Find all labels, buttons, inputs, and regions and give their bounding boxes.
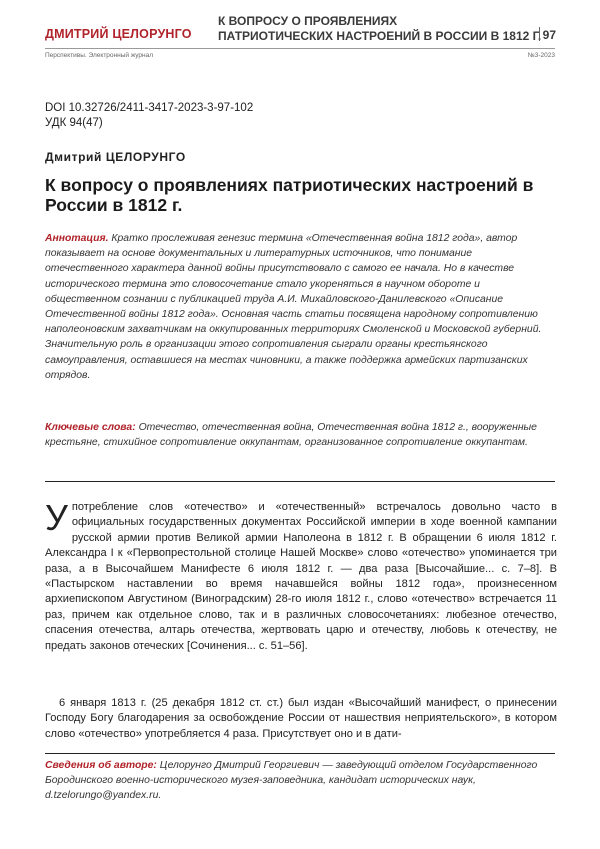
body-paragraph-2: 6 января 1813 г. (25 декабря 1812 ст. ст.) был издан «Высочайший манифест, о принесении Господу Богу благодарения за освобождение России от нашествия неприятельского», в котором слово «отечество» употребляется 4 раза. Присутствует оно и в дати-: [45, 696, 557, 742]
doi: DOI 10.32726/2411-3417-2023-3-97-102: [45, 101, 253, 116]
running-title-line1: К ВОПРОСУ О ПРОЯВЛЕНИЯХ: [218, 14, 555, 29]
section-divider: [45, 481, 555, 482]
article-title: К вопросу о проявлениях патриотических настроений в России в 1812 г.: [45, 175, 555, 215]
running-title: [218, 14, 555, 43]
page-number: 97: [543, 28, 556, 42]
abstract: [45, 231, 557, 383]
body-paragraph-1-text: потребление слов «отечество» и «отечественный» встречалось довольно часто в официальных государственных документах Российской империи в ходе военной кампании русской армии против Великой армии Наполеона в 1812 г. В обращении 6 июля 1812 г. Александра I к «Первопрестольной столице Нашей Москве» слово «отечество» упоминается три раза, а в Высочайшем Манифесте 6 июля 1812 г. — два раза [Высочайшие... с. 7–8]. В «Пастырском наставлении во время начавшейся войны 1812 года», произнесенном архиепископом Августином (Виноградским) 28-го июля 1812 г., слово «отечество» встречается 11 раз, причем как отдельное слово, так и в различных словосочетаниях: любезное отечество, спасения отечества, алтарь отечества, жертвовать царю и отечеству, любовь к отечеству, не предать законов отеческих [Сочинения... с. 51–56].: [45, 501, 557, 652]
keywords-text: Отечество, отечественная война, Отечественная война 1812 г., вооруженные крестьяне, стихийное сопротивление оккупантам, организованное сопротивление оккупантам.: [45, 422, 537, 448]
header-divider: [45, 48, 555, 49]
keywords-label: Ключевые слова:: [45, 422, 136, 433]
about-author-text: Целорунго Дмитрий Георгиевич — заведующий отделом Государственного Бородинского военно-исторического музея-заповедника, кандидат исторических наук, d.tzelorungo@yandex.ru.: [45, 760, 537, 801]
abstract-text: Кратко прослеживая генезис термина «Отечественная война 1812 года», автор показывает на основе документальных и литературных источников, что понимание отечественного характера данной войны присутствовало с самого ее начала. Но в качестве исторического термина это словосочетание стало укореняться в научном обороте и общественном сознании с публикацией труда А.И. Михайловского-Данилевского «Описание Отечественной войны 1812 года». Основная часть статьи посвящена народному сопротивлению наполеоновским захватчикам на оккупированных территориях Смоленской и Московской губерний. Значительную роль в организации этого сопротивления сыграли органы крестьянского самоуправления, оставшиеся на местах чиновники, а также поддержка армейских партизанских отрядов.: [45, 233, 541, 381]
footer-divider: [45, 753, 555, 754]
article-author: Дмитрий ЦЕЛОРУНГО: [45, 150, 186, 164]
drop-cap: У: [45, 503, 68, 533]
running-author: ДМИТРИЙ ЦЕЛОРУНГО: [45, 27, 192, 41]
udk: УДК 94(47): [45, 116, 253, 131]
abstract-label: Аннотация.: [45, 233, 109, 244]
body-paragraph-1: [45, 500, 557, 654]
journal-name: Перспективы. Электронный журнал: [45, 52, 153, 59]
article-meta: [45, 101, 253, 131]
running-title-line2: ПАТРИОТИЧЕСКИХ НАСТРОЕНИЙ В РОССИИ В 1812 Г.: [218, 29, 555, 44]
issue-number: №3-2023: [528, 52, 555, 59]
about-author: [45, 758, 557, 804]
about-author-label: Сведения об авторе:: [45, 760, 157, 771]
header-separator: [539, 27, 540, 41]
keywords: [45, 420, 557, 450]
